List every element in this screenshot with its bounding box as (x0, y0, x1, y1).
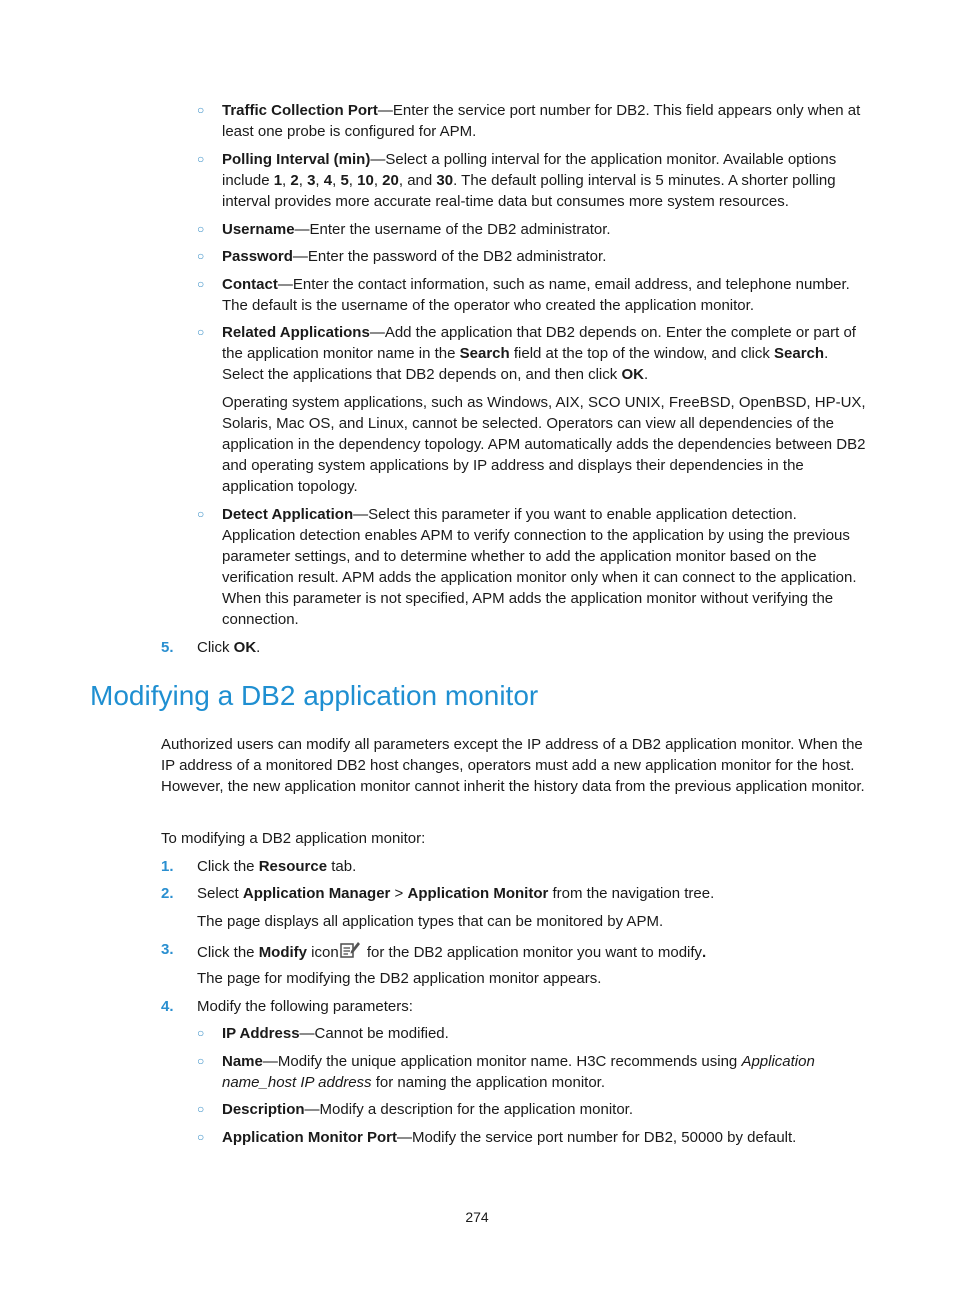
param-label: Description (222, 1101, 305, 1118)
param-label: Password (222, 248, 293, 265)
param-label: Related Applications (222, 324, 370, 341)
step-number: 3. (161, 941, 174, 958)
section-heading: Modifying a DB2 application monitor (90, 680, 539, 711)
bullet: ○ (197, 103, 205, 117)
related-note: Operating system applications, such as Windows, AIX, SCO UNIX, FreeBSD, OpenBSD, HP-UX, Solaris, Mac OS, and Linux, cannot be selected. Operators can view all dependencies of the application in the dependency topology. APM automatically adds the dependencies between DB2 and operating system applications by IP address and displays their dependencies in the application topology. (222, 394, 866, 495)
param-label: Traffic Collection Port (222, 102, 378, 119)
list-item: ○ Contact—Enter the contact information, such as name, email address, and telephone number. The default is the username of the operator who created the application monitor. (197, 276, 850, 314)
param-label: Application Monitor Port (222, 1129, 397, 1146)
param-label: Detect Application (222, 506, 354, 523)
bullet: ○ (197, 325, 205, 339)
step-number: 5. (161, 639, 174, 656)
bullet: ○ (197, 222, 205, 236)
step-3: 3. Click the Modify icon for the DB2 application monitor you want to modify. (161, 941, 707, 961)
bullet: ○ (197, 1054, 205, 1068)
list-item: ○ Application Monitor Port—Modify the service port number for DB2, 50000 by default. (197, 1129, 797, 1146)
bullet: ○ (197, 1026, 205, 1040)
edit-icon (340, 939, 360, 957)
bullet: ○ (197, 1130, 205, 1144)
list-item: ○ IP Address—Cannot be modified. (197, 1025, 449, 1042)
bullet: ○ (197, 507, 205, 521)
list-item: ○ Related Applications—Add the application that DB2 depends on. Enter the complete or part of the application monitor name in the Search field at the top of the window, and click Search. Select the applications that DB2 depends on, and then click OK. (197, 324, 856, 383)
step-3-note: The page for modifying the DB2 application monitor appears. (197, 970, 602, 987)
list-item: ○ Polling Interval (min)—Select a polling interval for the application monitor. Available options include 1, 2, 3, 4, 5, 10, 20, and 30. The default polling interval is 5 minutes. A shorter polling interval provides more accurate real-time data but consumes more system resources. (197, 151, 837, 210)
list-item: ○ Name—Modify the unique application monitor name. H3C recommends using Application name_host IP address for naming the application monitor. (197, 1053, 815, 1091)
list-item: ○ Description—Modify a description for the application monitor. (197, 1101, 634, 1118)
list-item: ○ Username—Enter the username of the DB2 administrator. (197, 221, 611, 238)
step-1: 1. Click the Resource tab. (161, 858, 357, 875)
param-label: Username (222, 221, 295, 238)
param-label: IP Address (222, 1025, 300, 1042)
step-4: 4. Modify the following parameters: (161, 998, 413, 1015)
procedure-intro: To modifying a DB2 application monitor: (161, 830, 426, 847)
bullet: ○ (197, 277, 205, 291)
param-label: Contact (222, 276, 278, 293)
list-item: ○ Traffic Collection Port—Enter the service port number for DB2. This field appears only when at least one probe is configured for APM. (197, 102, 861, 140)
intro-paragraph: Authorized users can modify all parameters except the IP address of a DB2 application monitor. When the IP address of a monitored DB2 host changes, operators must add a new application monitor for the host. However, the new application monitor cannot inherit the history data from the previous application monitor. (161, 736, 865, 795)
bullet: ○ (197, 1102, 205, 1116)
bullet: ○ (197, 152, 205, 166)
param-label: Name (222, 1053, 263, 1070)
bullet: ○ (197, 249, 205, 263)
step-2-note: The page displays all application types that can be monitored by APM. (197, 913, 664, 930)
step-number: 2. (161, 885, 174, 902)
step-5: 5. Click OK. (161, 639, 261, 656)
page-number: 274 (465, 1209, 489, 1225)
step-number: 1. (161, 858, 174, 875)
step-number: 4. (161, 998, 174, 1015)
param-label: Polling Interval (min) (222, 151, 371, 168)
list-item: ○ Password—Enter the password of the DB2 administrator. (197, 248, 607, 265)
step-2: 2. Select Application Manager > Application Monitor from the navigation tree. (161, 885, 715, 902)
list-item: ○ Detect Application—Select this parameter if you want to enable application detection. Application detection enables APM to verify connection to the application by using the previous parameter settings, and to determine whether to add the application monitor based on the verification result. APM adds the application monitor only when it can connect to the application. When this parameter is not specified, APM adds the application monitor without verifying the connection. (197, 506, 857, 628)
